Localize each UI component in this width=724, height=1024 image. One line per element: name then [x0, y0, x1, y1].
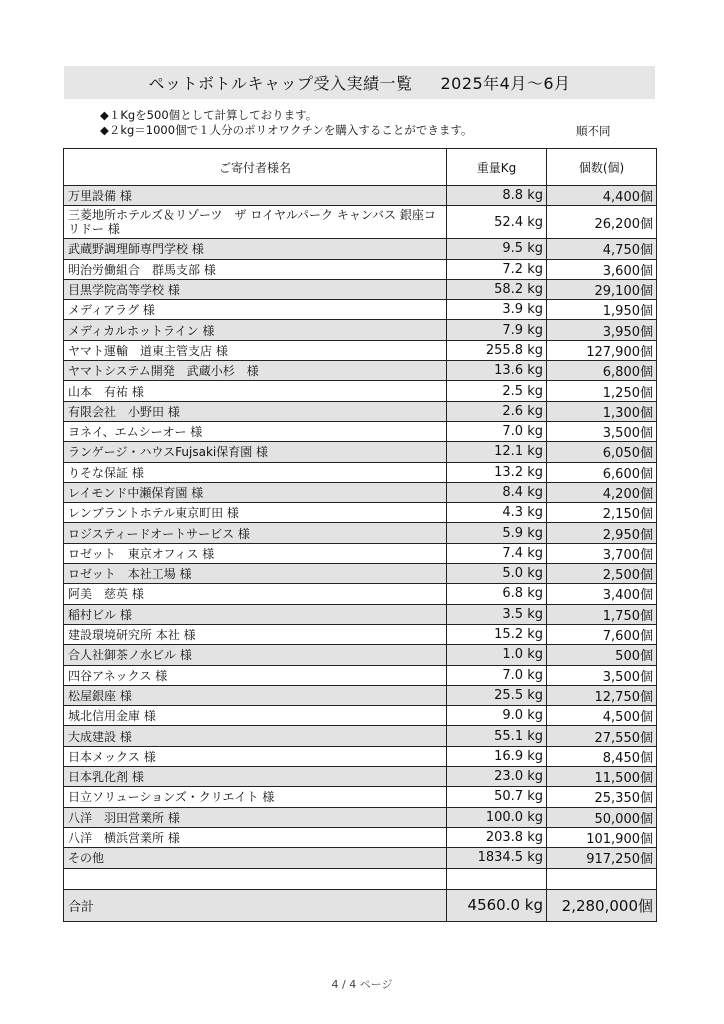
table-row	[64, 604, 657, 624]
weight-cell: 16.9 kg	[447, 746, 547, 766]
count-cell: 6,050個	[547, 442, 657, 462]
document-period: 2025年4月～6月	[440, 74, 571, 93]
donor-name-cell: 阿美 慈英 様	[64, 584, 447, 604]
weight-cell: 100.0 kg	[447, 807, 547, 827]
table-row	[64, 300, 657, 320]
donor-name-cell: 松屋銀座 様	[64, 685, 447, 705]
weight-cell: 5.0 kg	[447, 564, 547, 584]
table-row	[64, 624, 657, 644]
count-cell: 27,550個	[547, 726, 657, 746]
table-row	[64, 827, 657, 847]
table-row	[64, 239, 657, 259]
table-row	[64, 462, 657, 482]
header-donor-name: ご寄付者様名	[64, 149, 447, 186]
weight-cell: 13.6 kg	[447, 361, 547, 381]
total-row	[64, 889, 657, 921]
donor-name-cell: 四谷アネックス 様	[64, 665, 447, 685]
table-row	[64, 381, 657, 401]
count-cell: 2,500個	[547, 564, 657, 584]
total-weight: 4560.0 kg	[447, 889, 547, 921]
table-row	[64, 340, 657, 360]
donor-name-cell: ヨネイ、エムシーオー 様	[64, 421, 447, 441]
weight-cell: 1.0 kg	[447, 645, 547, 665]
count-cell: 3,400個	[547, 584, 657, 604]
table-row	[64, 767, 657, 787]
order-note: 順不同	[576, 124, 611, 138]
donor-name-cell: 三菱地所ホテルズ＆リゾーツ ザ ロイヤルパーク キャンバス 銀座コリドー 様	[64, 206, 447, 239]
count-cell: 1,750個	[547, 604, 657, 624]
donor-name-cell: ロゼット 東京オフィス 様	[64, 543, 447, 563]
count-cell: 50,000個	[547, 807, 657, 827]
donor-name-cell: 目黒学院高等学校 様	[64, 279, 447, 299]
table-row	[64, 279, 657, 299]
count-cell: 6,800個	[547, 361, 657, 381]
table-row	[64, 807, 657, 827]
weight-cell: 1834.5 kg	[447, 848, 547, 868]
donor-name-cell: 城北信用金庫 様	[64, 706, 447, 726]
count-cell: 1,950個	[547, 300, 657, 320]
donor-name-cell: メディカルホットライン 様	[64, 320, 447, 340]
weight-cell: 7.2 kg	[447, 259, 547, 279]
table-row	[64, 421, 657, 441]
count-cell: 29,100個	[547, 279, 657, 299]
count-cell: 3,500個	[547, 421, 657, 441]
table-header-row	[64, 149, 657, 186]
donor-name-cell: 建設環境研究所 本社 様	[64, 624, 447, 644]
note-line: ◆２kg＝1000個で１人分のポリオワクチンを購入することができます。	[100, 123, 473, 137]
document-title-bar	[64, 66, 655, 99]
table-row	[64, 685, 657, 705]
total-label: 合計	[64, 889, 447, 921]
table-row	[64, 401, 657, 421]
weight-cell: 58.2 kg	[447, 279, 547, 299]
weight-cell: 52.4 kg	[447, 206, 547, 239]
weight-cell: 7.0 kg	[447, 665, 547, 685]
donor-name-cell: ヤマトシステム開発 武蔵小杉 様	[64, 361, 447, 381]
table-row	[64, 320, 657, 340]
table-row	[64, 442, 657, 462]
table-row	[64, 665, 657, 685]
notes	[100, 108, 620, 138]
weight-cell: 6.8 kg	[447, 584, 547, 604]
donor-name-cell: 日本乳化剤 様	[64, 767, 447, 787]
count-cell: 6,600個	[547, 462, 657, 482]
count-cell: 2,950個	[547, 523, 657, 543]
donor-name-cell: 有限会社 小野田 様	[64, 401, 447, 421]
spacer-cell	[547, 868, 657, 889]
weight-cell: 15.2 kg	[447, 624, 547, 644]
table-row	[64, 523, 657, 543]
weight-cell: 7.9 kg	[447, 320, 547, 340]
count-cell: 4,400個	[547, 186, 657, 206]
count-cell: 25,350個	[547, 787, 657, 807]
table-row	[64, 361, 657, 381]
donor-name-cell: りそな保証 様	[64, 462, 447, 482]
spacer-cell	[64, 868, 447, 889]
count-cell: 1,300個	[547, 401, 657, 421]
count-cell: 4,750個	[547, 239, 657, 259]
count-cell: 500個	[547, 645, 657, 665]
donor-name-cell: ランゲージ・ハウスFujsaki保育園 様	[64, 442, 447, 462]
table-row	[64, 726, 657, 746]
weight-cell: 2.6 kg	[447, 401, 547, 421]
donor-name-cell: 武蔵野調理師専門学校 様	[64, 239, 447, 259]
weight-cell: 50.7 kg	[447, 787, 547, 807]
table-row	[64, 584, 657, 604]
table-row	[64, 259, 657, 279]
document-title: ペットボトルキャップ受入実績一覧	[148, 74, 413, 93]
table-row	[64, 564, 657, 584]
note-line: ◆１Kgを500個として計算しております。	[100, 108, 318, 122]
count-cell: 3,600個	[547, 259, 657, 279]
weight-cell: 25.5 kg	[447, 685, 547, 705]
donor-name-cell: 八洋 羽田営業所 様	[64, 807, 447, 827]
donor-name-cell: その他	[64, 848, 447, 868]
count-cell: 3,500個	[547, 665, 657, 685]
count-cell: 1,250個	[547, 381, 657, 401]
table-row	[64, 787, 657, 807]
table-row	[64, 186, 657, 206]
count-cell: 8,450個	[547, 746, 657, 766]
donor-name-cell: メディアラグ 様	[64, 300, 447, 320]
weight-cell: 9.0 kg	[447, 706, 547, 726]
donor-name-cell: 大成建設 様	[64, 726, 447, 746]
count-cell: 101,900個	[547, 827, 657, 847]
donation-table	[63, 148, 657, 922]
table-row	[64, 503, 657, 523]
weight-cell: 2.5 kg	[447, 381, 547, 401]
weight-cell: 12.1 kg	[447, 442, 547, 462]
donor-name-cell: ロジスティードオートサービス 様	[64, 523, 447, 543]
weight-cell: 5.9 kg	[447, 523, 547, 543]
table-row	[64, 706, 657, 726]
donor-name-cell: 日立ソリューションズ・クリエイト 様	[64, 787, 447, 807]
donor-name-cell: ロゼット 本社工場 様	[64, 564, 447, 584]
count-cell: 4,200個	[547, 482, 657, 502]
weight-cell: 8.8 kg	[447, 186, 547, 206]
count-cell: 11,500個	[547, 767, 657, 787]
table-row	[64, 746, 657, 766]
count-cell: 127,900個	[547, 340, 657, 360]
count-cell: 26,200個	[547, 206, 657, 239]
weight-cell: 55.1 kg	[447, 726, 547, 746]
weight-cell: 8.4 kg	[447, 482, 547, 502]
donor-name-cell: 明治労働組合 群馬支部 様	[64, 259, 447, 279]
donor-name-cell: レイモンド中瀬保育園 様	[64, 482, 447, 502]
page-number: 4 / 4 ページ	[331, 978, 393, 991]
weight-cell: 7.0 kg	[447, 421, 547, 441]
count-cell: 12,750個	[547, 685, 657, 705]
donor-name-cell: 稲村ビル 様	[64, 604, 447, 624]
count-cell: 3,700個	[547, 543, 657, 563]
table-row	[64, 206, 657, 239]
donor-name-cell: 日本メックス 様	[64, 746, 447, 766]
header-count: 個数(個)	[547, 149, 657, 186]
donor-name-cell: 山本 有祐 様	[64, 381, 447, 401]
count-cell: 917,250個	[547, 848, 657, 868]
donor-name-cell: 八洋 横浜営業所 様	[64, 827, 447, 847]
weight-cell: 9.5 kg	[447, 239, 547, 259]
table-row	[64, 848, 657, 868]
weight-cell: 3.5 kg	[447, 604, 547, 624]
donor-name-cell: 合人社御茶ノ水ビル 様	[64, 645, 447, 665]
table-body	[64, 186, 657, 869]
table-row	[64, 543, 657, 563]
header-weight: 重量Kg	[447, 149, 547, 186]
weight-cell: 255.8 kg	[447, 340, 547, 360]
weight-cell: 4.3 kg	[447, 503, 547, 523]
weight-cell: 7.4 kg	[447, 543, 547, 563]
count-cell: 2,150個	[547, 503, 657, 523]
weight-cell: 3.9 kg	[447, 300, 547, 320]
count-cell: 7,600個	[547, 624, 657, 644]
table-row	[64, 645, 657, 665]
spacer-cell	[447, 868, 547, 889]
total-count: 2,280,000個	[547, 889, 657, 921]
weight-cell: 23.0 kg	[447, 767, 547, 787]
table-row	[64, 482, 657, 502]
weight-cell: 203.8 kg	[447, 827, 547, 847]
count-cell: 3,950個	[547, 320, 657, 340]
weight-cell: 13.2 kg	[447, 462, 547, 482]
donor-name-cell: ヤマト運輸 道東主管支店 様	[64, 340, 447, 360]
donor-name-cell: レンブラントホテル東京町田 様	[64, 503, 447, 523]
spacer-row	[64, 868, 657, 889]
count-cell: 4,500個	[547, 706, 657, 726]
donor-name-cell: 万里設備 様	[64, 186, 447, 206]
